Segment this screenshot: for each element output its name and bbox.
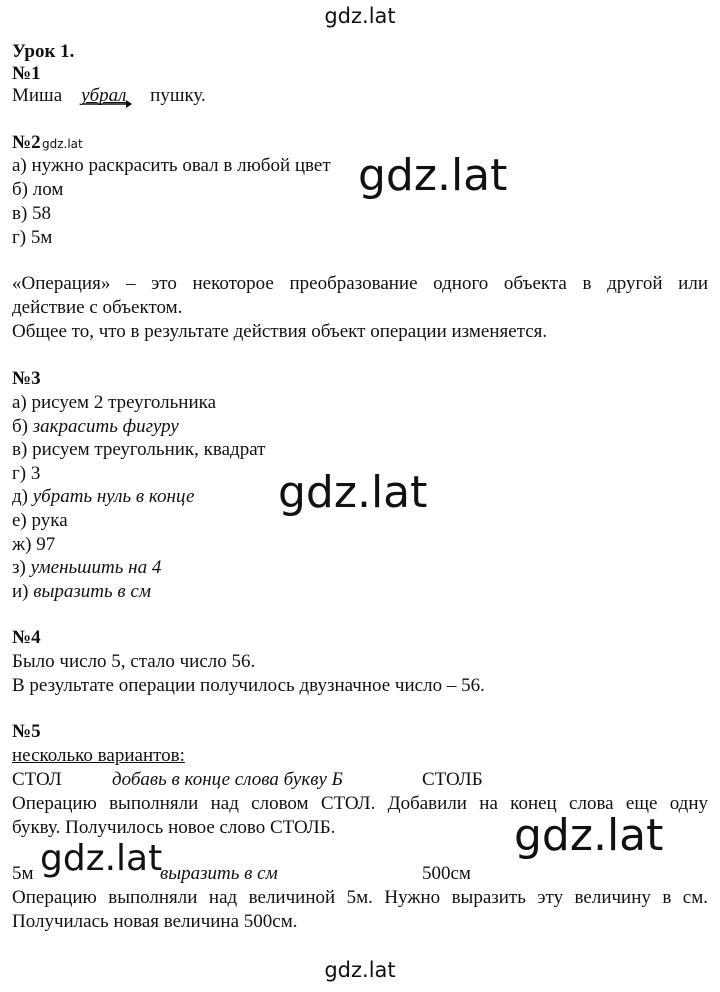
answer-line: Получилась новая величина 500см. <box>12 911 298 932</box>
answer-label: б) <box>12 416 33 437</box>
answer-line <box>12 391 216 415</box>
answer-line: в) 58 <box>12 203 52 224</box>
answer-text: рука <box>31 510 68 531</box>
answer-text: 97 <box>36 534 56 555</box>
answer-line <box>12 580 151 604</box>
operation-result: 500см <box>422 863 471 884</box>
sentence-word: Миша <box>12 85 63 106</box>
answer-label: а) <box>12 392 32 413</box>
answer-line: Операцию выполняли над величиной 5м. Нужно выразить эту величину в см. <box>12 887 708 908</box>
arrow-right-icon <box>82 99 132 109</box>
answer-label: ж) <box>12 534 37 555</box>
exercise-5-intro: несколько вариантов: <box>12 745 185 766</box>
watermark-bottom: gdz.lat <box>324 958 396 982</box>
answer-line: Операцию выполняли над словом СТОЛ. Добавили на конец слова еще одну <box>12 793 708 814</box>
answer-line <box>12 438 265 462</box>
answer-line <box>12 415 179 439</box>
answer-line: г) 5м <box>12 227 53 248</box>
answer-line: В результате операции получилось двузначное число – 56. <box>12 675 485 696</box>
answer-line <box>12 485 194 509</box>
lesson-title: Урок 1. <box>12 41 75 62</box>
watermark-large: gdz.lat <box>358 150 508 201</box>
watermark-large: gdz.lat <box>514 810 664 861</box>
answer-text: 3 <box>30 463 41 484</box>
answer-text: рисуем 2 треугольника <box>31 392 216 413</box>
exercise-4-number: №4 <box>12 627 41 648</box>
answer-line <box>12 556 161 580</box>
exercise-2-number: №2 <box>12 132 41 153</box>
definition-text: действие с объектом. <box>12 297 183 318</box>
answer-line <box>12 462 40 486</box>
watermark-large: gdz.lat <box>40 838 163 879</box>
answer-label: г) <box>12 463 31 484</box>
definition-text: «Операция» – это некоторое преобразование одного объекта в другой или <box>12 273 708 294</box>
answer-text: закрасить фигуру <box>32 416 179 437</box>
answer-line: а) нужно раскрасить овал в любой цвет <box>12 155 331 176</box>
answer-label: д) <box>12 486 33 507</box>
sentence-word: пушку. <box>150 85 206 106</box>
exercise-3-number: №3 <box>12 368 41 389</box>
answer-line <box>12 533 55 557</box>
answer-line: букву. Получилось новое слово СТОЛБ. <box>12 817 336 838</box>
watermark-small: gdz.lat <box>42 137 83 151</box>
answer-label: з) <box>12 557 31 578</box>
operation-result: СТОЛБ <box>422 769 483 790</box>
operation-source: 5м <box>12 863 34 884</box>
operation-source: СТОЛ <box>12 769 62 790</box>
answer-text: убрать нуль в конце <box>32 486 195 507</box>
operation-name: выразить в см <box>160 863 278 884</box>
answer-text: уменьшить на 4 <box>30 557 162 578</box>
underlined-verb: убрал <box>81 85 127 106</box>
answer-label: и) <box>12 581 34 602</box>
answer-line: б) лом <box>12 179 64 200</box>
watermark-top: gdz.lat <box>324 4 396 28</box>
watermark-large: gdz.lat <box>278 467 428 518</box>
answer-label: в) <box>12 439 33 460</box>
exercise-1-number: №1 <box>12 63 41 84</box>
definition-text: Общее то, что в результате действия объект операции изменяется. <box>12 321 548 342</box>
answer-line: Было число 5, стало число 56. <box>12 651 256 672</box>
operation-name: добавь в конце слова букву Б <box>112 769 343 790</box>
answer-line <box>12 509 68 533</box>
answer-text: рисуем треугольник, квадрат <box>32 439 266 460</box>
answer-text: выразить в см <box>33 581 151 602</box>
exercise-5-number: №5 <box>12 721 41 742</box>
answer-label: е) <box>12 510 32 531</box>
